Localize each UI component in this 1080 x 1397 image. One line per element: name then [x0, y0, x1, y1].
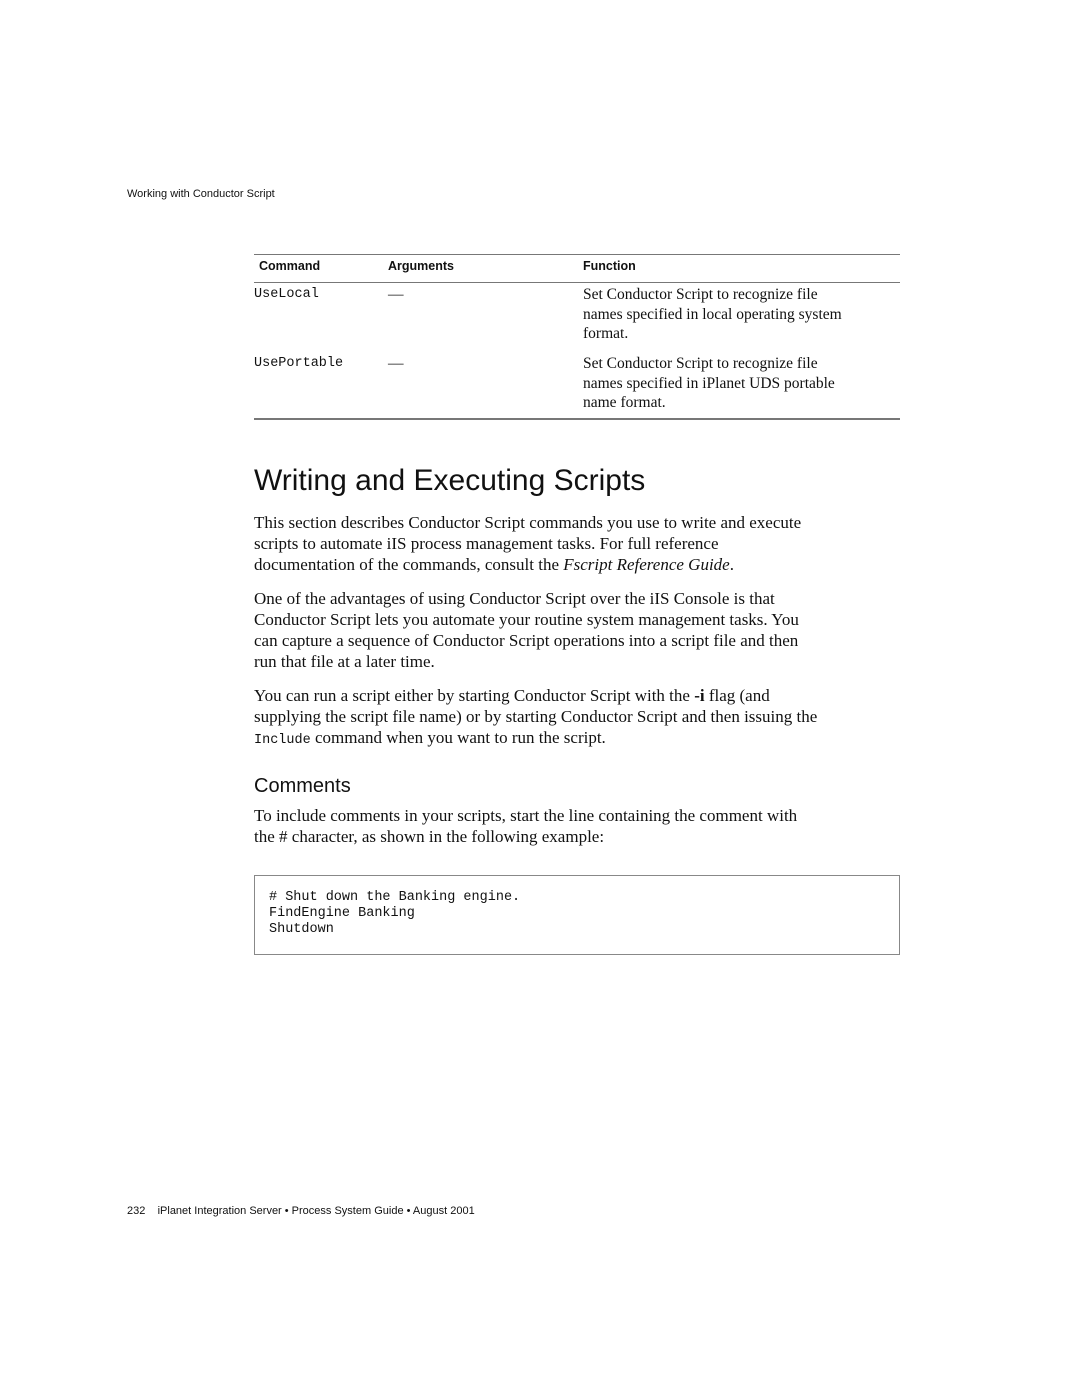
subsection-title: Comments [254, 775, 351, 797]
text-line: One of the advantages of using Conductor Script over the iIS Console is that [254, 589, 775, 608]
function-line: Set Conductor Script to recognize file [583, 286, 818, 303]
table-top-rule [254, 254, 900, 255]
book-title-reference: Fscript Reference Guide [563, 555, 730, 574]
text-line: This section describes Conductor Script commands you use to write and execute [254, 513, 802, 532]
arguments-cell: — [388, 355, 404, 372]
text-line: To include comments in your scripts, start the line containing the comment with [254, 806, 798, 825]
table-bottom-rule [254, 418, 900, 420]
command-cell: UseLocal [254, 287, 319, 302]
text-line [254, 727, 914, 751]
text-line: run that file at a later time. [254, 652, 435, 671]
text-line: can capture a sequence of Conductor Script operations into a script file and then [254, 631, 799, 650]
section-title: Writing and Executing Scripts [254, 464, 646, 497]
paragraph-intro [254, 512, 914, 575]
text-line [254, 554, 914, 575]
paragraph-advantages [254, 588, 914, 672]
table-header-rule [254, 282, 900, 283]
code-example: # Shut down the Banking engine. FindEngine Banking Shutdown [269, 890, 521, 937]
flag-text: -i [694, 686, 705, 705]
column-header-command: Command [259, 259, 321, 273]
column-header-arguments: Arguments [388, 259, 454, 273]
text: You can run a script either by starting Conductor Script with the [254, 686, 695, 705]
page-number: 232 [127, 1205, 146, 1217]
text: flag (and [704, 686, 770, 705]
page-footer [127, 1205, 475, 1217]
command-cell: UsePortable [254, 356, 344, 371]
inline-code: Include [254, 733, 311, 748]
code-example-box [254, 875, 900, 955]
text-line: scripts to automate iIS process management tasks. For full reference [254, 534, 719, 553]
function-line: names specified in iPlanet UDS portable [583, 374, 835, 392]
function-line: Set Conductor Script to recognize file [583, 355, 818, 372]
function-cell [583, 354, 835, 413]
paragraph-comments [254, 805, 914, 847]
function-line: name format. [583, 394, 666, 411]
text-line: the # character, as shown in the following example: [254, 827, 605, 846]
arguments-cell: — [388, 286, 404, 303]
text: command when you want to run the script. [310, 728, 606, 747]
paragraph-running [254, 685, 914, 751]
text-line: Conductor Script lets you automate your routine system management tasks. You [254, 610, 799, 629]
function-line: format. [583, 325, 629, 342]
column-header-function: Function [583, 259, 636, 273]
function-cell [583, 285, 842, 344]
function-line: names specified in local operating system [583, 305, 842, 323]
text: documentation of the commands, consult the [254, 555, 564, 574]
text-line: supplying the script file name) or by starting Conductor Script and then issuing the [254, 707, 818, 726]
footer-text: iPlanet Integration Server • Process System Guide • August 2001 [157, 1205, 475, 1217]
text: . [729, 555, 734, 574]
running-header: Working with Conductor Script [127, 188, 275, 200]
text-line [254, 685, 914, 706]
